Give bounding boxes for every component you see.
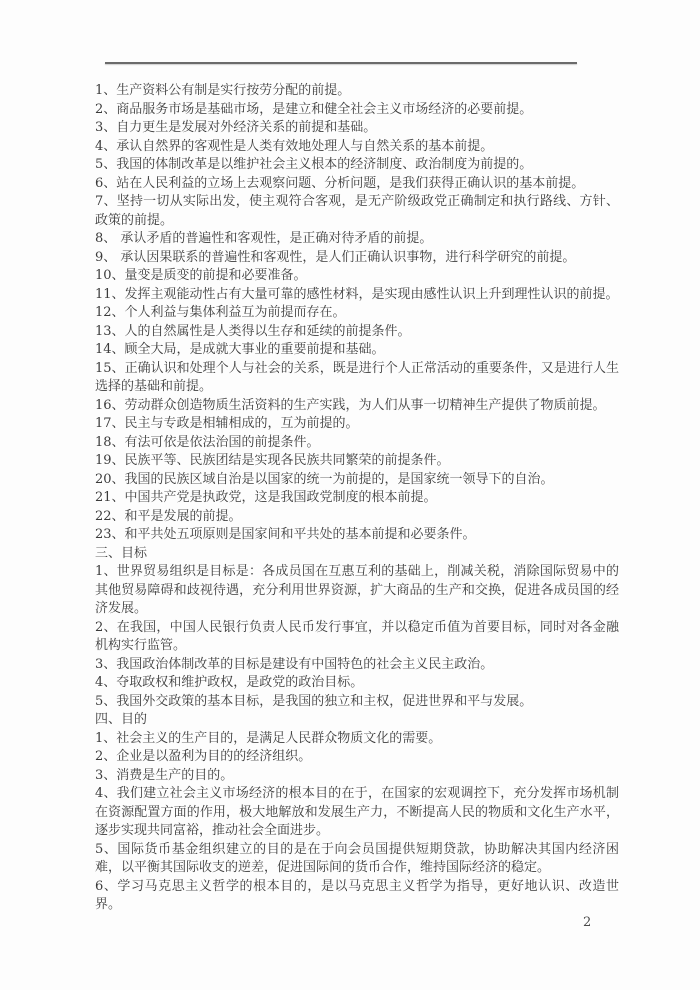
document-paragraph: 8、 承认矛盾的普遍性和客观性，是正确对待矛盾的前提。	[95, 231, 433, 246]
document-paragraph: 5、我国外交政策的基本目标，是我国的独立和主权，促进世界和平与发展。	[95, 693, 533, 709]
document-paragraph: 3、我国政治体制改革的目标是建设有中国特色的社会主义民主政治。	[95, 656, 494, 672]
document-paragraph: 10、量变是质变的前提和必要准备。	[95, 268, 307, 283]
document-paragraph: 11、发挥主观能动性占有大量可靠的感性材料，是实现由感性认识上升到理性认识的前提。	[95, 286, 619, 302]
document-paragraph: 3、消费是生产的目的。	[95, 767, 234, 783]
document-paragraph: 17、民主与专政是相辅相成的，互为前提的。	[95, 416, 359, 431]
document-paragraph: 20、我国的民族区域自治是以国家的统一为前提的，是国家统一领导下的自治。	[95, 471, 554, 487]
document-paragraph: 9、 承认因果联系的普遍性和客观性，是人们正确认识事物，进行科学研究的前提。	[95, 249, 576, 265]
document-paragraph: 4、夺取政权和维护政权，是政党的政治目标。	[95, 675, 364, 690]
document-paragraph: 3、自力更生是发展对外经济关系的前提和基础。	[95, 120, 377, 135]
document-paragraph: 2、在我国，中国人民银行负责人民币发行事宜，并以稳定币值为首要目标，同时对各金融机构实行监管。	[95, 619, 619, 653]
document-paragraph: 6、站在人民利益的立场上去观察问题、分析问题，是我们获得正确认识的基本前提。	[95, 175, 585, 191]
document-paragraph: 18、有法可依是依法治国的前提条件。	[95, 434, 320, 450]
page-number: 2	[583, 915, 592, 930]
document-paragraph: 2、企业是以盈利为目的的经济组织。	[95, 749, 312, 764]
document-paragraph: 13、人的自然属性是人类得以生存和延续的前提条件。	[95, 323, 411, 339]
document-paragraph: 6、学习马克思主义哲学的根本目的，是以马克思主义哲学为指导，更好地认识、改造世界。	[95, 878, 619, 912]
document-paragraph: 7、坚持一切从实际出发，使主观符合客观，是无产阶级政党正确制定和执行路线、方针、政策的前提。	[95, 194, 619, 228]
document-paragraph: 21、中国共产党是执政党，这是我国政党制度的根本前提。	[95, 490, 437, 505]
document-paragraph: 5、我国的体制改革是以维护社会主义根本的经济制度、政治制度为前提的。	[95, 157, 533, 172]
document-paragraph: 23、和平共处五项原则是国家间和平共处的基本前提和必要条件。	[95, 527, 476, 542]
document-paragraph: 4、我们建立社会主义市场经济的根本目的在于，在国家的宏观调控下，充分发挥市场机制在资源配置方面的作用，极大地解放和发展生产力，不断提高人民的物质和文化生产水平，逐步实现共同富裕，推动社会全面进步。	[95, 786, 619, 838]
document-paragraph: 12、个人利益与集体利益互为前提而存在。	[95, 305, 346, 320]
page-content	[95, 82, 619, 915]
document-paragraph: 16、劳动群众创造物质生活资料的生产实践，为人们从事一切精神生产提供了物质前提。	[95, 397, 606, 413]
document-paragraph: 5、国际货币基金组织建立的目的是在于向会员国提供短期贷款，协助解决其国内经济困难，以平衡其国际收支的逆差，促进国际间的货币合作，维持国际经济的稳定。	[95, 841, 619, 875]
document-paragraph: 1、社会主义的生产目的，是满足人民群众物质文化的需要。	[95, 730, 442, 746]
document-paragraph: 19、民族平等、民族团结是实现各民族共同繁荣的前提条件。	[95, 453, 450, 468]
document-paragraph: 14、顾全大局，是成就大事业的重要前提和基础。	[95, 342, 385, 357]
section-heading: 三、目标	[95, 545, 148, 561]
document-paragraph: 22、和平是发展的前提。	[95, 508, 242, 524]
section-heading: 四、目的	[95, 712, 148, 727]
document-paragraph: 2、商品服务市场是基础市场，是建立和健全社会主义市场经济的必要前提。	[95, 101, 533, 117]
document-paragraph: 4、承认自然界的客观性是人类有效地处理人与自然关系的基本前提。	[95, 138, 494, 154]
header-rule	[105, 62, 577, 64]
document-paragraph: 1、生产资料公有制是实行按劳分配的前提。	[95, 83, 351, 98]
document-paragraph: 1、世界贸易组织是目标是：各成员国在互惠互利的基础上，削减关税，消除国际贸易中的其他贸易障碍和歧视待遇，充分利用世界资源，扩大商品的生产和交换，促进各成员国的经济发展。	[95, 564, 619, 616]
document-paragraph: 15、正确认识和处理个人与社会的关系，既是进行个人正常活动的重要条件，又是进行人生选择的基础和前提。	[95, 360, 619, 394]
